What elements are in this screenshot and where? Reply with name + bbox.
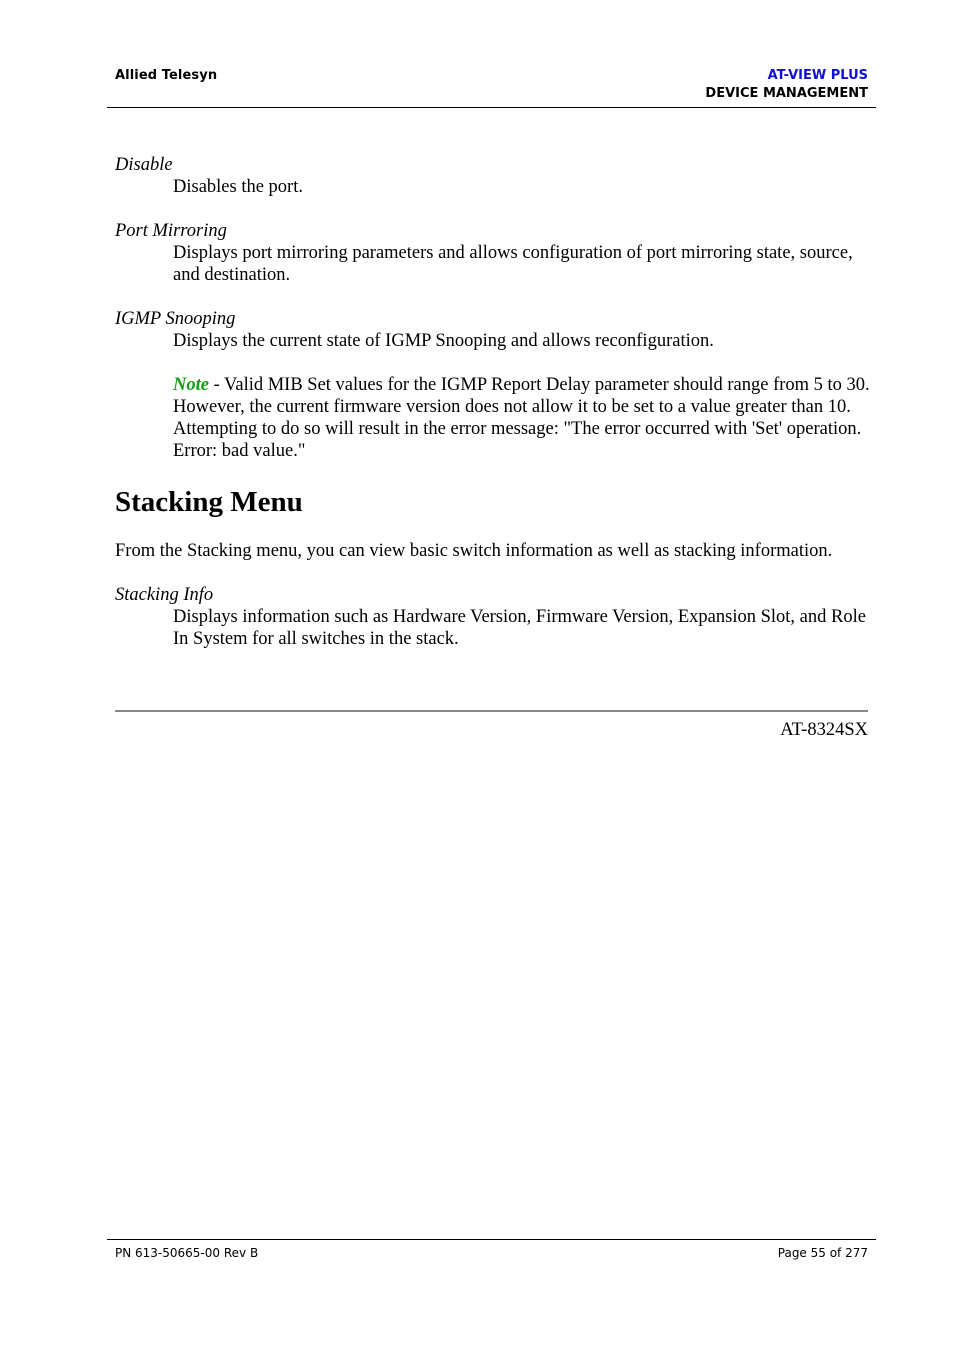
footer-page-number: Page 55 of 277 bbox=[777, 1246, 868, 1260]
header-product: AT-VIEW PLUS bbox=[767, 68, 868, 83]
term-igmp-snooping: IGMP Snooping bbox=[115, 309, 236, 329]
term-port-mirroring: Port Mirroring bbox=[115, 221, 227, 241]
desc-disable: Disables the port. bbox=[173, 177, 303, 197]
model-divider bbox=[115, 710, 868, 712]
page-header bbox=[107, 66, 876, 108]
definition-igmp-snooping bbox=[115, 308, 875, 462]
header-company: Allied Telesyn bbox=[115, 68, 218, 83]
desc-igmp-snooping: Displays the current state of IGMP Snooping and allows reconfiguration. bbox=[173, 331, 714, 351]
note-text: - Valid MIB Set values for the IGMP Report Delay parameter should range from 5 to 30. However, the current firmware version does not allow it to be set to a value greater than 10. Attempting to do so will result in the error message: "The error occurred with 'Set' operation. Error: bad value." bbox=[173, 375, 870, 461]
term-stacking-info: Stacking Info bbox=[115, 585, 214, 605]
section-heading-stacking-menu: Stacking Menu bbox=[115, 486, 303, 518]
model-label: AT-8324SX bbox=[780, 720, 868, 740]
stacking-intro: From the Stacking menu, you can view basic switch information as well as stacking information. bbox=[115, 541, 833, 561]
definition-disable bbox=[115, 154, 875, 198]
page-footer bbox=[107, 1239, 876, 1260]
desc-port-mirroring: Displays port mirroring parameters and allows configuration of port mirroring state, source, and destination. bbox=[173, 243, 853, 285]
definition-port-mirroring bbox=[115, 220, 875, 286]
definition-stacking-info bbox=[115, 584, 875, 650]
note-label: Note bbox=[173, 375, 209, 395]
header-section: DEVICE MANAGEMENT bbox=[705, 86, 868, 101]
note-igmp-report-delay bbox=[173, 374, 875, 462]
document-body bbox=[115, 154, 875, 672]
footer-part-number: PN 613-50665-00 Rev B bbox=[115, 1246, 259, 1260]
desc-stacking-info: Displays information such as Hardware Version, Firmware Version, Expansion Slot, and Role In System for all switches in the stack. bbox=[173, 607, 866, 649]
term-disable: Disable bbox=[115, 155, 173, 175]
